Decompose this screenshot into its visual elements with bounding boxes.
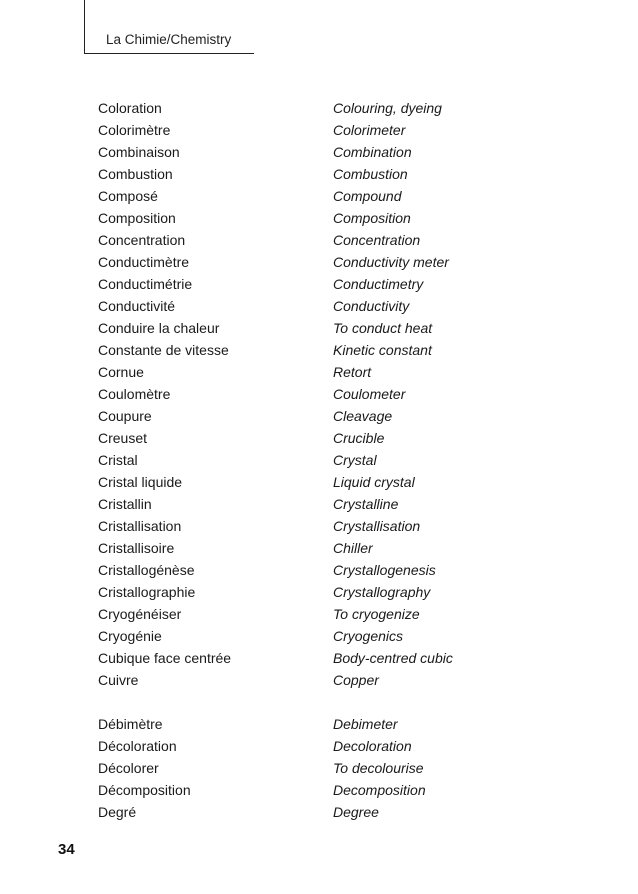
french-term: Cristallin [98,496,152,512]
english-term: To conduct heat [333,320,433,336]
glossary-entry [98,383,538,405]
glossary-entry [98,735,538,757]
english-term: Colorimeter [333,122,406,138]
glossary-entry [98,625,538,647]
english-term: Kinetic constant [333,342,432,358]
glossary-list [98,97,538,823]
french-term: Cristallisoire [98,540,175,556]
english-term: Crystallogenesis [333,562,436,578]
glossary-entry [98,141,538,163]
french-term: Conductivité [98,298,176,314]
glossary-entry [98,647,538,669]
glossary-entry [98,251,538,273]
english-term: Combustion [333,166,408,182]
english-term: Crystallisation [333,518,421,534]
glossary-entry [98,559,538,581]
english-term: Decoloration [333,738,412,754]
english-term: To cryogenize [333,606,420,622]
french-term: Conductimétrie [98,276,193,292]
section-gap [98,691,538,713]
english-term: Combination [333,144,412,160]
page-header-title: La Chimie/Chemistry [106,32,232,47]
glossary-entry [98,493,538,515]
english-term: Conductivity meter [333,254,449,270]
french-term: Conduire la chaleur [98,320,220,336]
english-term: Body-centred cubic [333,650,453,666]
french-term: Cristal [98,452,138,468]
french-term: Combinaison [98,144,180,160]
header-rule-vertical [84,0,85,54]
glossary-entry [98,207,538,229]
french-term: Creuset [98,430,148,446]
french-term: Cubique face centrée [98,650,232,666]
english-term: Cryogenics [333,628,404,644]
french-term: Cryogénie [98,628,162,644]
glossary-entry [98,757,538,779]
english-term: Chiller [333,540,373,556]
french-term: Constante de vitesse [98,342,229,358]
glossary-entry [98,317,538,339]
glossary-entry [98,273,538,295]
english-term: Liquid crystal [333,474,415,490]
english-term: Composition [333,210,411,226]
french-term: Cornue [98,364,144,380]
french-term: Décomposition [98,782,191,798]
glossary-entry [98,801,538,823]
english-term: Conductivity [333,298,410,314]
glossary-entry [98,537,538,559]
glossary-entry [98,603,538,625]
french-term: Coloration [98,100,162,116]
header-rule-horizontal [84,53,254,54]
english-term: Compound [333,188,402,204]
french-term: Cristallographie [98,584,196,600]
english-term: Degree [333,804,379,820]
glossary-entry [98,471,538,493]
french-term: Degré [98,804,137,820]
french-term: Cuivre [98,672,139,688]
glossary-entry [98,361,538,383]
glossary-entry [98,295,538,317]
english-term: Debimeter [333,716,398,732]
glossary-entry [98,427,538,449]
glossary-entry [98,405,538,427]
french-term: Composition [98,210,176,226]
english-term: Crystallography [333,584,431,600]
page-number: 34 [58,841,75,858]
english-term: Retort [333,364,372,380]
french-term: Colorimètre [98,122,171,138]
english-term: Crystalline [333,496,399,512]
glossary-entry [98,97,538,119]
french-term: Coupure [98,408,152,424]
english-term: To decolourise [333,760,424,776]
french-term: Cryogénéiser [98,606,182,622]
english-term: Crystal [333,452,377,468]
glossary-entry [98,581,538,603]
french-term: Concentration [98,232,186,248]
french-term: Composé [98,188,158,204]
french-term: Conductimètre [98,254,190,270]
glossary-entry [98,515,538,537]
english-term: Concentration [333,232,421,248]
french-term: Cristallogénèse [98,562,195,578]
french-term: Décolorer [98,760,159,776]
glossary-entry [98,119,538,141]
french-term: Cristallisation [98,518,182,534]
english-term: Crucible [333,430,385,446]
english-term: Conductimetry [333,276,424,292]
glossary-entry [98,229,538,251]
french-term: Cristal liquide [98,474,183,490]
english-term: Coulometer [333,386,406,402]
glossary-entry [98,339,538,361]
english-term: Copper [333,672,379,688]
french-term: Décoloration [98,738,177,754]
glossary-entry [98,713,538,735]
english-term: Decomposition [333,782,426,798]
glossary-entry [98,669,538,691]
french-term: Débimètre [98,716,163,732]
glossary-entry [98,185,538,207]
english-term: Cleavage [333,408,393,424]
french-term: Combustion [98,166,173,182]
glossary-entry [98,449,538,471]
french-term: Coulomètre [98,386,171,402]
glossary-entry [98,163,538,185]
english-term: Colouring, dyeing [333,100,442,116]
glossary-entry [98,779,538,801]
